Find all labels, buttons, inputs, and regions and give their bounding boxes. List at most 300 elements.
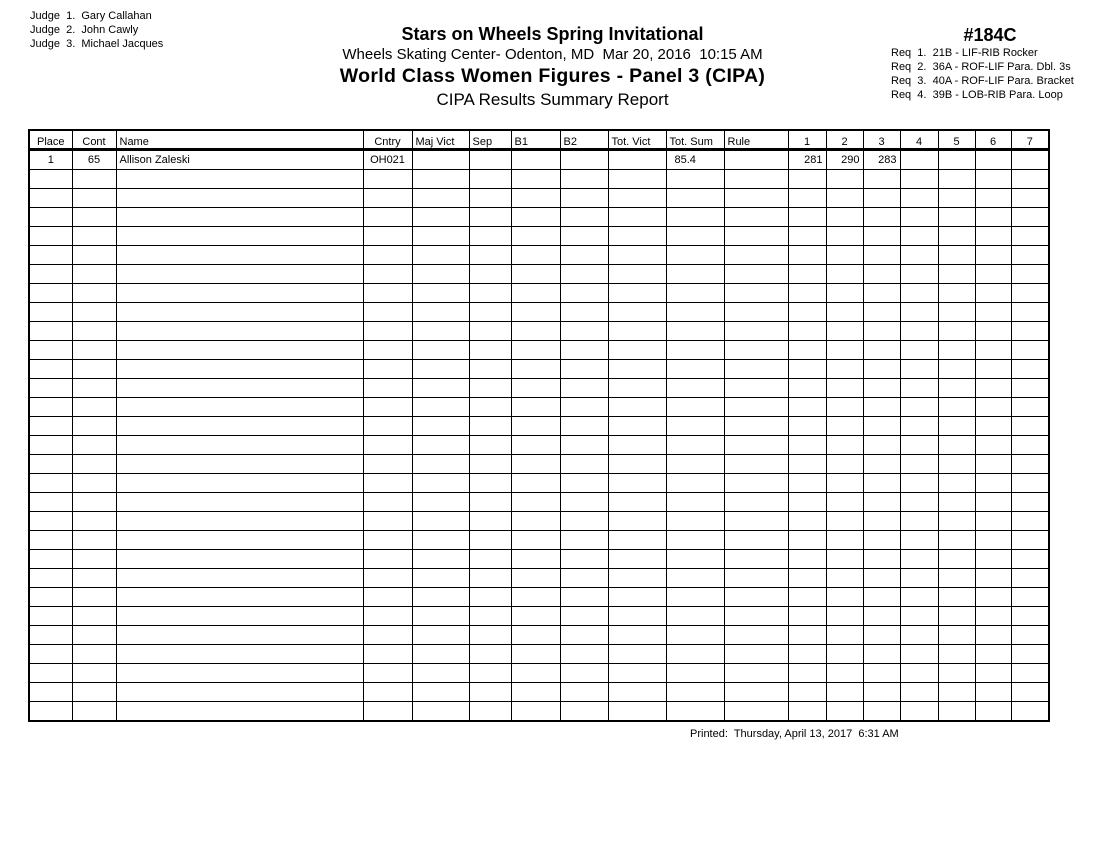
cell-b2 [560, 645, 608, 664]
printed-timestamp: Printed: Thursday, April 13, 2017 6:31 AM [690, 728, 899, 740]
cell-judge-2 [826, 379, 863, 398]
col-tot-sum: Tot. Sum [666, 130, 724, 150]
cell-cont [72, 455, 116, 474]
cell-rule [724, 455, 788, 474]
cell-maj-vict [412, 645, 469, 664]
report-title: CIPA Results Summary Report [436, 90, 669, 109]
report-header [300, 22, 805, 111]
cell-cntry [363, 189, 412, 208]
judge-3: Judge 3. Michael Jacques [30, 38, 164, 50]
event-info [885, 24, 1095, 102]
cell-tot-vict [608, 227, 666, 246]
cell-judge-4 [900, 341, 938, 360]
cell-cont [72, 208, 116, 227]
cell-b1 [511, 322, 560, 341]
cell-judge-4 [900, 588, 938, 607]
table-row [29, 170, 1049, 189]
cell-judge-4 [900, 455, 938, 474]
cell-b1 [511, 607, 560, 626]
cell-sep [469, 702, 511, 722]
cell-judge-1 [788, 265, 826, 284]
cell-judge-6 [975, 284, 1011, 303]
cell-cntry [363, 512, 412, 531]
col-judge-4: 4 [900, 130, 938, 150]
cell-cntry [363, 626, 412, 645]
table-row [29, 189, 1049, 208]
cell-judge-1 [788, 626, 826, 645]
cell-place [29, 455, 72, 474]
cell-rule [724, 265, 788, 284]
requirement-4: Req 4. 39B - LOB-RIB Para. Loop [891, 89, 1063, 101]
cell-name [116, 588, 363, 607]
cell-judge-7 [1011, 341, 1049, 360]
cell-cntry [363, 569, 412, 588]
cell-cntry: OH021 [363, 150, 412, 170]
cell-name [116, 170, 363, 189]
cell-rule [724, 645, 788, 664]
cell-judge-4 [900, 493, 938, 512]
cell-name [116, 227, 363, 246]
cell-b2 [560, 246, 608, 265]
cell-judge-7 [1011, 474, 1049, 493]
cell-place [29, 512, 72, 531]
cell-judge-6 [975, 569, 1011, 588]
table-row [29, 379, 1049, 398]
cell-name [116, 322, 363, 341]
cell-tot-sum [666, 341, 724, 360]
cell-judge-4 [900, 150, 938, 170]
table-row [29, 265, 1049, 284]
cell-judge-5 [938, 284, 975, 303]
cell-judge-3 [863, 303, 900, 322]
cell-sep [469, 607, 511, 626]
table-row [29, 645, 1049, 664]
cell-name [116, 569, 363, 588]
cell-judge-5 [938, 265, 975, 284]
cell-maj-vict [412, 227, 469, 246]
cell-judge-5 [938, 170, 975, 189]
cell-judge-4 [900, 569, 938, 588]
cell-place [29, 170, 72, 189]
cell-b1 [511, 645, 560, 664]
cell-tot-sum [666, 588, 724, 607]
cell-judge-7 [1011, 607, 1049, 626]
cell-judge-2 [826, 284, 863, 303]
cell-judge-5 [938, 569, 975, 588]
col-cont: Cont [72, 130, 116, 150]
cell-b1 [511, 493, 560, 512]
cell-tot-vict [608, 569, 666, 588]
cell-judge-6 [975, 398, 1011, 417]
cell-judge-5 [938, 683, 975, 702]
col-judge-5: 5 [938, 130, 975, 150]
table-row [29, 150, 1049, 170]
cell-place [29, 569, 72, 588]
cell-judge-3 [863, 341, 900, 360]
cell-cont [72, 702, 116, 722]
col-judge-1: 1 [788, 130, 826, 150]
table-row [29, 683, 1049, 702]
cell-sep [469, 493, 511, 512]
cell-cntry [363, 170, 412, 189]
cell-judge-2 [826, 569, 863, 588]
cell-maj-vict [412, 379, 469, 398]
cell-judge-7 [1011, 455, 1049, 474]
cell-judge-2 [826, 664, 863, 683]
col-tot-vict: Tot. Vict [608, 130, 666, 150]
cell-judge-5 [938, 588, 975, 607]
cell-sep [469, 360, 511, 379]
cell-judge-4 [900, 550, 938, 569]
cell-tot-sum [666, 379, 724, 398]
cell-rule [724, 341, 788, 360]
cell-judge-3 [863, 626, 900, 645]
table-row [29, 246, 1049, 265]
requirements-list [885, 46, 1095, 102]
cell-judge-1 [788, 607, 826, 626]
cell-name [116, 493, 363, 512]
cell-rule [724, 170, 788, 189]
cell-judge-5 [938, 474, 975, 493]
cell-sep [469, 303, 511, 322]
cell-judge-2 [826, 227, 863, 246]
cell-judge-2 [826, 303, 863, 322]
cell-maj-vict [412, 702, 469, 722]
cell-sep [469, 588, 511, 607]
table-row [29, 227, 1049, 246]
cell-rule [724, 208, 788, 227]
cell-judge-1 [788, 493, 826, 512]
cell-tot-sum [666, 360, 724, 379]
cell-tot-sum [666, 170, 724, 189]
cell-cont [72, 493, 116, 512]
cell-judge-3 [863, 284, 900, 303]
cell-maj-vict [412, 303, 469, 322]
cell-judge-4 [900, 360, 938, 379]
cell-maj-vict [412, 550, 469, 569]
cell-place [29, 474, 72, 493]
cell-judge-5 [938, 417, 975, 436]
cell-maj-vict [412, 398, 469, 417]
col-judge-3: 3 [863, 130, 900, 150]
cell-judge-1 [788, 246, 826, 265]
cell-b1 [511, 683, 560, 702]
cell-tot-sum [666, 702, 724, 722]
cell-judge-7 [1011, 493, 1049, 512]
cell-judge-6 [975, 360, 1011, 379]
cell-name [116, 398, 363, 417]
cell-name [116, 189, 363, 208]
cell-judge-1 [788, 550, 826, 569]
table-row [29, 607, 1049, 626]
cell-judge-1 [788, 303, 826, 322]
cell-judge-2 [826, 170, 863, 189]
cell-judge-4 [900, 512, 938, 531]
cell-judge-1 [788, 208, 826, 227]
cell-maj-vict [412, 474, 469, 493]
cell-place [29, 303, 72, 322]
cell-place [29, 493, 72, 512]
requirement-3: Req 3. 40A - ROF-LIF Para. Bracket [891, 75, 1074, 87]
cell-cntry [363, 246, 412, 265]
cell-tot-vict [608, 512, 666, 531]
cell-judge-1 [788, 702, 826, 722]
cell-judge-6 [975, 436, 1011, 455]
cell-cntry [363, 417, 412, 436]
cell-b1 [511, 626, 560, 645]
cell-judge-3 [863, 379, 900, 398]
cell-b2 [560, 512, 608, 531]
cell-judge-6 [975, 150, 1011, 170]
cell-b2 [560, 341, 608, 360]
cell-judge-6 [975, 208, 1011, 227]
cell-judge-5 [938, 360, 975, 379]
cell-maj-vict [412, 360, 469, 379]
cell-sep [469, 265, 511, 284]
cell-sep [469, 284, 511, 303]
cell-judge-7 [1011, 170, 1049, 189]
cell-name [116, 360, 363, 379]
cell-b2 [560, 265, 608, 284]
cell-cont [72, 303, 116, 322]
cell-judge-2 [826, 360, 863, 379]
cell-sep [469, 341, 511, 360]
cell-cntry [363, 284, 412, 303]
cell-judge-7 [1011, 284, 1049, 303]
cell-tot-vict [608, 150, 666, 170]
cell-cont [72, 360, 116, 379]
cell-judge-5 [938, 664, 975, 683]
cell-tot-vict [608, 341, 666, 360]
cell-cont [72, 341, 116, 360]
cell-rule [724, 246, 788, 265]
cell-judge-7 [1011, 512, 1049, 531]
cell-cntry [363, 607, 412, 626]
cell-sep [469, 246, 511, 265]
cell-judge-1 [788, 379, 826, 398]
table-row [29, 512, 1049, 531]
cell-judge-2 [826, 246, 863, 265]
cell-maj-vict [412, 607, 469, 626]
cell-judge-5 [938, 379, 975, 398]
cell-b1 [511, 150, 560, 170]
cell-judge-2 [826, 645, 863, 664]
cell-judge-4 [900, 626, 938, 645]
cell-judge-3 [863, 436, 900, 455]
cell-judge-1 [788, 474, 826, 493]
cell-name [116, 702, 363, 722]
cell-judge-2 [826, 588, 863, 607]
cell-judge-5 [938, 436, 975, 455]
cell-sep [469, 208, 511, 227]
cell-judge-7 [1011, 569, 1049, 588]
col-name: Name [116, 130, 363, 150]
cell-tot-vict [608, 645, 666, 664]
cell-b1 [511, 455, 560, 474]
cell-judge-7 [1011, 189, 1049, 208]
cell-judge-7 [1011, 588, 1049, 607]
cell-b1 [511, 550, 560, 569]
cell-rule [724, 531, 788, 550]
cell-b1 [511, 246, 560, 265]
cell-cntry [363, 265, 412, 284]
cell-maj-vict [412, 246, 469, 265]
cell-judge-2 [826, 455, 863, 474]
cell-b2 [560, 702, 608, 722]
cell-cntry [363, 303, 412, 322]
cell-b2 [560, 531, 608, 550]
cell-b1 [511, 702, 560, 722]
cell-name [116, 341, 363, 360]
cell-cont [72, 436, 116, 455]
col-judge-7: 7 [1011, 130, 1049, 150]
cell-tot-sum [666, 531, 724, 550]
cell-maj-vict [412, 322, 469, 341]
cell-judge-5 [938, 189, 975, 208]
cell-cont [72, 607, 116, 626]
cell-judge-6 [975, 588, 1011, 607]
cell-name [116, 550, 363, 569]
cell-b2 [560, 607, 608, 626]
cell-place [29, 189, 72, 208]
cell-judge-6 [975, 170, 1011, 189]
cell-judge-1: 281 [788, 150, 826, 170]
cell-place [29, 360, 72, 379]
cell-sep [469, 626, 511, 645]
cell-judge-6 [975, 227, 1011, 246]
cell-tot-sum [666, 626, 724, 645]
cell-tot-vict [608, 208, 666, 227]
cell-rule [724, 474, 788, 493]
cell-b2 [560, 170, 608, 189]
cell-b2 [560, 493, 608, 512]
cell-judge-6 [975, 645, 1011, 664]
cell-judge-5 [938, 303, 975, 322]
cell-judge-5 [938, 607, 975, 626]
panel-title: World Class Women Figures - Panel 3 (CIPA) [339, 65, 766, 87]
cell-judge-1 [788, 284, 826, 303]
cell-judge-7 [1011, 246, 1049, 265]
cell-judge-3 [863, 607, 900, 626]
cell-sep [469, 189, 511, 208]
cell-b1 [511, 170, 560, 189]
cell-cont [72, 474, 116, 493]
requirement-1: Req 1. 21B - LIF-RIB Rocker [891, 47, 1038, 59]
cell-judge-2: 290 [826, 150, 863, 170]
cell-judge-5 [938, 645, 975, 664]
cell-rule [724, 284, 788, 303]
cell-maj-vict [412, 417, 469, 436]
cell-judge-2 [826, 265, 863, 284]
cell-b1 [511, 664, 560, 683]
table-row [29, 626, 1049, 645]
cell-name [116, 512, 363, 531]
cell-judge-1 [788, 322, 826, 341]
cell-judge-6 [975, 322, 1011, 341]
cell-judge-1 [788, 683, 826, 702]
cell-judge-7 [1011, 322, 1049, 341]
cell-b2 [560, 303, 608, 322]
cell-cntry [363, 322, 412, 341]
cell-judge-4 [900, 322, 938, 341]
cell-rule [724, 569, 788, 588]
results-table [28, 129, 1050, 722]
cell-b1 [511, 189, 560, 208]
cell-place: 1 [29, 150, 72, 170]
cell-tot-sum [666, 265, 724, 284]
cell-rule [724, 227, 788, 246]
cell-b1 [511, 398, 560, 417]
judge-2: Judge 2. John Cawly [30, 24, 139, 36]
table-row [29, 303, 1049, 322]
cell-judge-4 [900, 417, 938, 436]
cell-name [116, 417, 363, 436]
cell-judge-4 [900, 607, 938, 626]
cell-place [29, 645, 72, 664]
cell-maj-vict [412, 150, 469, 170]
cell-judge-5 [938, 341, 975, 360]
cell-maj-vict [412, 341, 469, 360]
cell-tot-vict [608, 588, 666, 607]
cell-name [116, 664, 363, 683]
table-row [29, 531, 1049, 550]
cell-cntry [363, 341, 412, 360]
cell-maj-vict [412, 626, 469, 645]
cell-cont [72, 170, 116, 189]
cell-place [29, 341, 72, 360]
table-row [29, 341, 1049, 360]
cell-judge-7 [1011, 436, 1049, 455]
cell-judge-2 [826, 189, 863, 208]
cell-judge-3 [863, 360, 900, 379]
cell-sep [469, 150, 511, 170]
col-b2: B2 [560, 130, 608, 150]
cell-judge-3 [863, 227, 900, 246]
cell-name [116, 265, 363, 284]
cell-rule [724, 588, 788, 607]
cell-tot-sum [666, 455, 724, 474]
cell-sep [469, 455, 511, 474]
cell-rule [724, 150, 788, 170]
cell-judge-6 [975, 512, 1011, 531]
cell-cntry [363, 360, 412, 379]
cell-cntry [363, 664, 412, 683]
cell-tot-vict [608, 436, 666, 455]
cell-sep [469, 645, 511, 664]
cell-rule [724, 417, 788, 436]
cell-judge-1 [788, 227, 826, 246]
cell-b1 [511, 379, 560, 398]
cell-cont [72, 512, 116, 531]
cell-b1 [511, 341, 560, 360]
table-row [29, 664, 1049, 683]
cell-judge-7 [1011, 702, 1049, 722]
cell-tot-sum [666, 208, 724, 227]
cell-judge-4 [900, 303, 938, 322]
cell-judge-2 [826, 322, 863, 341]
cell-cntry [363, 474, 412, 493]
cell-rule [724, 702, 788, 722]
cell-judge-5 [938, 512, 975, 531]
cell-judge-6 [975, 664, 1011, 683]
cell-tot-sum [666, 322, 724, 341]
event-title: Stars on Wheels Spring Invitational [401, 24, 704, 44]
cell-judge-3 [863, 645, 900, 664]
cell-sep [469, 664, 511, 683]
cell-cont [72, 683, 116, 702]
cell-tot-sum [666, 607, 724, 626]
cell-cont [72, 322, 116, 341]
